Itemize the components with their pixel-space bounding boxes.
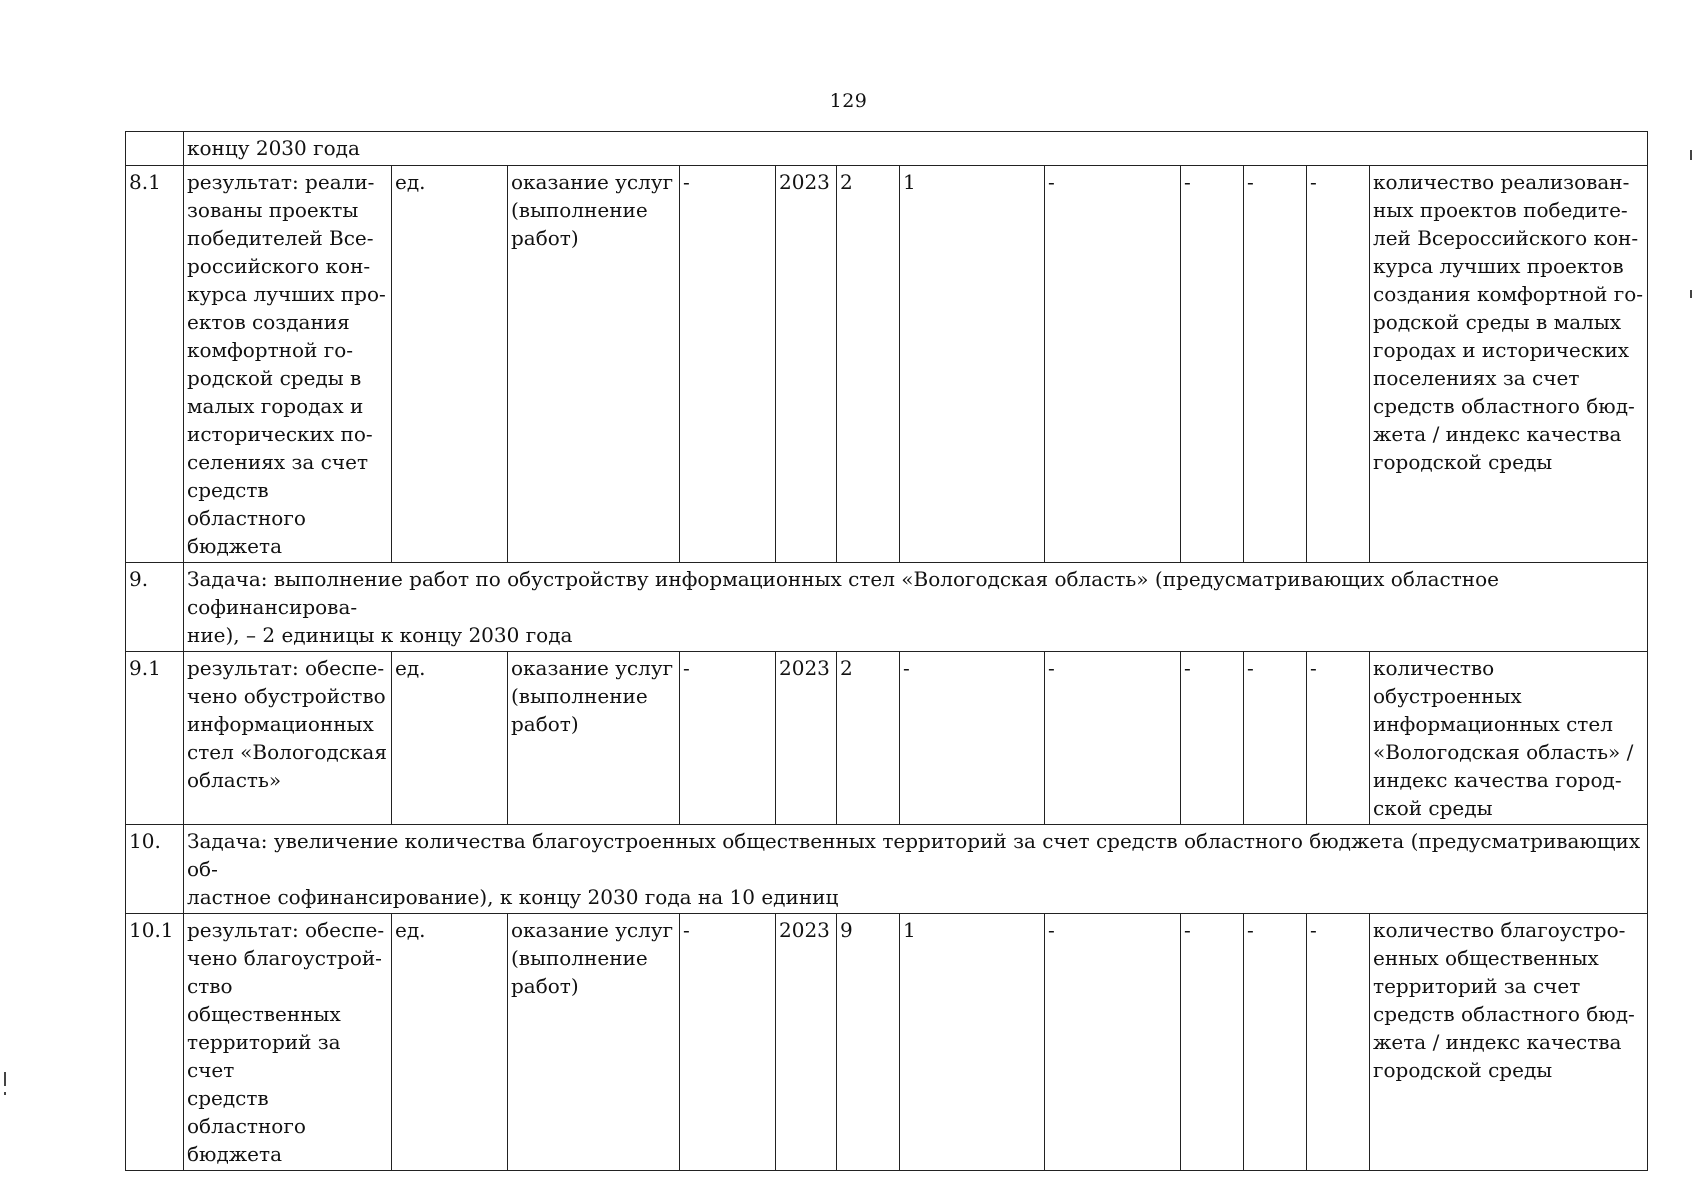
indicator-cell: количество реализован- ных проектов победите- лей Всероссийского кон- курса лучших проектов создания комфортной го- родской среды в малых городах и исторических поселениях за счет средств областного бюд- жета / индекс качества городской среды [1370, 166, 1648, 563]
year-cell: 2023 [776, 914, 837, 1171]
value-cell: - [1307, 166, 1370, 563]
result-type-cell: оказание услуг (выполнение работ) [508, 914, 680, 1171]
value-cell: - [1045, 166, 1181, 563]
value-cell: - [1244, 914, 1307, 1171]
task-text-cell: Задача: увеличение количества благоустроенных общественных территорий за счет средств областного бюджета (предусматривающих об- ластное софинансирование), к концу 2030 года на 10 единиц [184, 825, 1648, 914]
value-cell: 1 [900, 166, 1045, 563]
row-number-cell: 10.1 [126, 914, 184, 1171]
task-text-cell: концу 2030 года [184, 132, 1648, 166]
value-cell: 2 [837, 166, 900, 563]
value-cell: - [1181, 914, 1244, 1171]
result-row [126, 914, 1648, 1171]
result-type-cell: оказание услуг (выполнение работ) [508, 166, 680, 563]
result-type-cell: оказание услуг (выполнение работ) [508, 652, 680, 825]
value-cell: 9 [837, 914, 900, 1171]
unit-cell: ед. [392, 166, 508, 563]
indicator-cell: количество обустроенных информационных стел «Вологодская область» / индекс качества город- ской среды [1370, 652, 1648, 825]
task-text-cell: Задача: выполнение работ по обустройству информационных стел «Вологодская область» (предусматривающих областное софинансирова- ние), – 2 единицы к концу 2030 года [184, 563, 1648, 652]
value-cell: - [1244, 166, 1307, 563]
row-number-cell [126, 132, 184, 166]
task-row [126, 825, 1648, 914]
value-cell: - [1307, 652, 1370, 825]
value-cell: - [1307, 914, 1370, 1171]
results-table [125, 131, 1648, 1171]
result-row [126, 166, 1648, 563]
page-number: 129 [829, 90, 868, 112]
row-number-cell: 8.1 [126, 166, 184, 563]
result-description-cell: результат: реали- зованы проекты победителей Все- российского кон- курса лучших про- ектов создания комфортной го- родской среды в малых городах и исторических по- селениях за счет средств областного бюджета [184, 166, 392, 563]
scan-mark [1690, 290, 1692, 298]
scan-mark [1690, 150, 1692, 160]
unit-cell: ед. [392, 652, 508, 825]
row-number-cell: 10. [126, 825, 184, 914]
base-value-cell: - [680, 652, 776, 825]
scan-mark [4, 1072, 6, 1086]
base-value-cell: - [680, 914, 776, 1171]
value-cell: - [1045, 914, 1181, 1171]
year-cell: 2023 [776, 166, 837, 563]
value-cell: 1 [900, 914, 1045, 1171]
task-row [126, 563, 1648, 652]
indicator-cell: количество благоустро- енных общественных территорий за счет средств областного бюд- жета / индекс качества городской среды [1370, 914, 1648, 1171]
task-continuation-row [126, 132, 1648, 166]
value-cell: - [1045, 652, 1181, 825]
year-cell: 2023 [776, 652, 837, 825]
base-value-cell: - [680, 166, 776, 563]
value-cell: - [900, 652, 1045, 825]
value-cell: - [1181, 166, 1244, 563]
unit-cell: ед. [392, 914, 508, 1171]
value-cell: - [1181, 652, 1244, 825]
result-description-cell: результат: обеспе- чено обустройство информационных стел «Вологодская область» [184, 652, 392, 825]
result-row [126, 652, 1648, 825]
value-cell: 2 [837, 652, 900, 825]
scan-mark [4, 1092, 6, 1095]
row-number-cell: 9. [126, 563, 184, 652]
row-number-cell: 9.1 [126, 652, 184, 825]
value-cell: - [1244, 652, 1307, 825]
result-description-cell: результат: обеспе- чено благоустрой- ство общественных территорий за счет средств областного бюджета [184, 914, 392, 1171]
